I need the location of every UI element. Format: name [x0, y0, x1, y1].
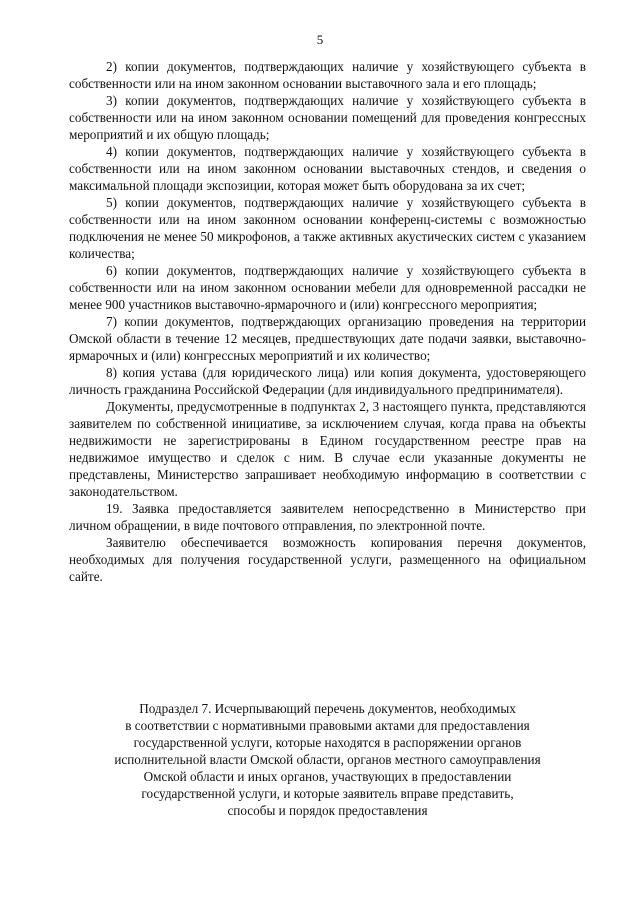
clause-19-paragraph: 19. Заявка предоставляется заявителем непосредственно в Министерство при личном обращении, в виде почтового отправления, по электронной почте. — [69, 501, 586, 533]
list-item-2: 2) копии документов, подтверждающих наличие у хозяйствующего субъекта в собственности или на ином законном основании выставочного зала и его площадь; — [69, 59, 586, 91]
heading-line: исполнительной власти Омской области, органов местного самоуправления — [114, 752, 541, 767]
copy-possibility-paragraph: Заявителю обеспечивается возможность копирования перечня документов, необходимых для получения государственной услуги, размещенного на официальном сайте. — [69, 535, 586, 584]
heading-line: государственной услуги, которые находятся в распоряжении органов — [133, 735, 522, 750]
page-number: 5 — [316, 32, 324, 47]
list-item-8: 8) копия устава (для юридического лица) или копия документа, удостоверяющего личность гражданина Российской Федерации (для индивидуального предпринимателя). — [69, 365, 586, 397]
heading-line: государственной услуги, и которые заявитель вправе представить, — [141, 786, 514, 801]
list-item-4: 4) копии документов, подтверждающих наличие у хозяйствующего субъекта в собственности или на ином законном основании выставочных стендов, и сведения о максимальной площади экспозиции, которая может быть оборудована за их счет; — [69, 144, 586, 193]
list-item-3: 3) копии документов, подтверждающих наличие у хозяйствующего субъекта в собственности или на ином законном основании помещений для проведения конгрессных мероприятий и их общую площадь; — [69, 93, 586, 142]
heading-line: способы и порядок предоставления — [227, 803, 428, 818]
list-item-5: 5) копии документов, подтверждающих наличие у хозяйствующего субъекта в собственности или на ином законном основании конференц-системы с возможностью подключения не менее 50 микрофонов, а также активных акустических систем с указанием количества; — [69, 195, 586, 261]
heading-line: Омской области и иных органов, участвующих в предоставлении — [143, 769, 512, 784]
documents-note-paragraph: Документы, предусмотренные в подпунктах 2, 3 настоящего пункта, представляются заявителем по собственной инициативе, за исключением случая, когда права на объекты недвижимости не зарегистрированы в Едином государственном реестре прав на недвижимое имущество и сделок с ним. В случае если указанные документы не представлены, Министерство запрашивает необходимую информацию в соответствии с законодательством. — [69, 399, 586, 499]
list-item-7: 7) копии документов, подтверждающих организацию проведения на территории Омской области в течение 12 месяцев, предшествующих дате подачи заявки, выставочно-ярмарочных и (или) конгрессных мероприятий и их количество; — [69, 314, 586, 363]
list-item-6: 6) копии документов, подтверждающих наличие у хозяйствующего субъекта в собственности или на ином законном основании мебели для одновременной рассадки не менее 900 участников выставочно-ярмарочного и (или) конгрессного мероприятия; — [69, 263, 586, 312]
heading-line: Подраздел 7. Исчерпывающий перечень документов, необходимых — [139, 701, 516, 716]
heading-line: в соответствии с нормативными правовыми актами для предоставления — [125, 718, 530, 733]
document-body — [69, 58, 586, 585]
subsection-heading — [69, 700, 586, 819]
